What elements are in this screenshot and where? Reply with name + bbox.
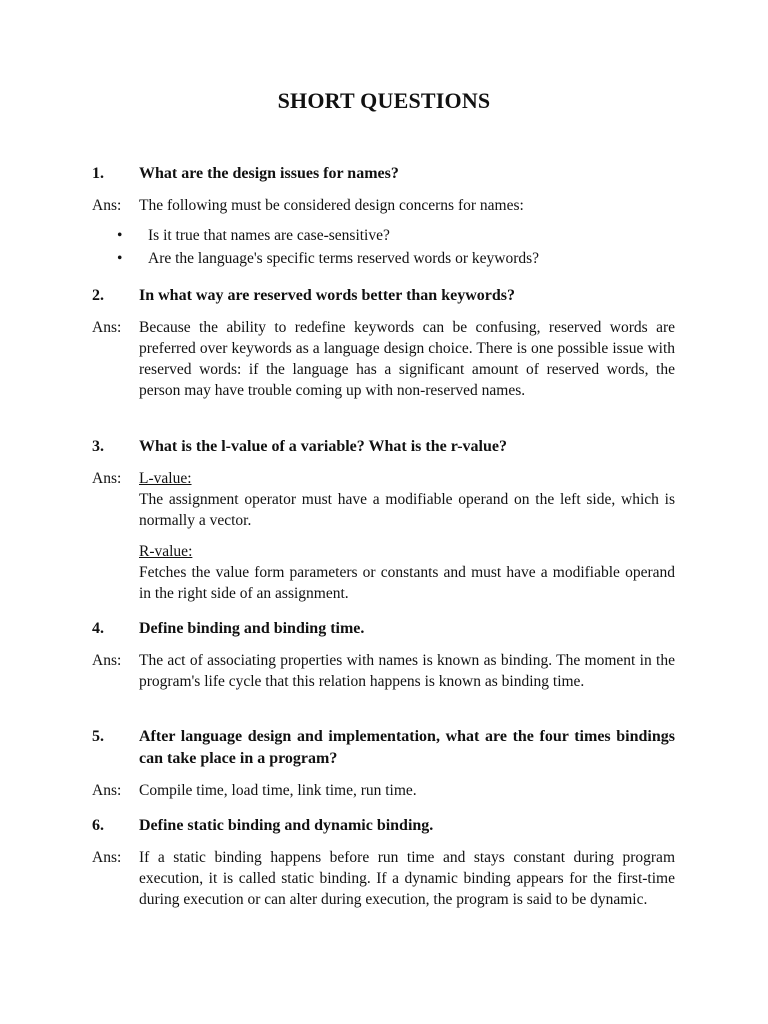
question-block-2 bbox=[92, 285, 675, 401]
lvalue-text: The assignment operator must have a modifiable operand on the left side, which is normally a vector. bbox=[139, 491, 675, 529]
answer-text: The act of associating properties with names is known as binding. The moment in the program's life cycle that this relation happens is known as binding time. bbox=[139, 652, 675, 690]
question-heading bbox=[92, 163, 675, 185]
list-item bbox=[92, 224, 675, 247]
bullet-icon: • bbox=[117, 250, 123, 267]
list-item bbox=[92, 247, 675, 270]
list-item-text: Is it true that names are case-sensitive? bbox=[148, 227, 390, 244]
question-number: 4. bbox=[92, 620, 104, 637]
answer bbox=[92, 317, 675, 401]
answer-body bbox=[139, 468, 675, 604]
question-text: After language design and implementation, what are the four times bindings can take place in a program? bbox=[139, 728, 675, 767]
question-block-4 bbox=[92, 618, 675, 692]
question-block-1 bbox=[92, 163, 675, 270]
answer-text: Because the ability to redefine keywords can be confusing, reserved words are preferred over keywords as a language design choice. There is one possible issue with reserved words: if the language has a significant amount of reserved words, the person may have trouble coming up with non-reserved names. bbox=[139, 319, 675, 399]
page-title: SHORT QUESTIONS bbox=[277, 88, 491, 113]
answer bbox=[92, 650, 675, 692]
answer-text: The following must be considered design concerns for names: bbox=[139, 197, 524, 214]
answer-label: Ans: bbox=[92, 782, 122, 799]
answer bbox=[92, 468, 675, 604]
question-text: Define binding and binding time. bbox=[139, 620, 365, 637]
answer-text: If a static binding happens before run time and stays constant during program execution, it is called static binding. If a dynamic binding appears for the first-time during execution or can alter during execution, the program is said to be dynamic. bbox=[139, 849, 675, 908]
question-text: What are the design issues for names? bbox=[139, 165, 399, 182]
question-block-6 bbox=[92, 815, 675, 910]
answer bbox=[92, 847, 675, 910]
answer-label: Ans: bbox=[92, 319, 122, 336]
bullet-icon: • bbox=[117, 227, 123, 244]
answer bbox=[92, 780, 675, 801]
answer-text: Compile time, load time, link time, run time. bbox=[139, 782, 417, 799]
question-heading bbox=[92, 436, 675, 458]
answer-label: Ans: bbox=[92, 470, 122, 487]
question-heading bbox=[92, 815, 675, 837]
rvalue-text: Fetches the value form parameters or constants and must have a modifiable operand in the right side of an assignment. bbox=[139, 564, 675, 602]
question-number: 5. bbox=[92, 728, 104, 745]
question-number: 6. bbox=[92, 817, 104, 834]
list-item-text: Are the language's specific terms reserved words or keywords? bbox=[148, 250, 540, 267]
answer-label: Ans: bbox=[92, 849, 122, 866]
answer-label: Ans: bbox=[92, 197, 122, 214]
rvalue-heading: R-value: bbox=[139, 543, 193, 560]
question-block-3 bbox=[92, 436, 675, 604]
question-number: 3. bbox=[92, 438, 104, 455]
question-heading bbox=[92, 726, 675, 770]
answer-label: Ans: bbox=[92, 652, 122, 669]
question-heading bbox=[92, 618, 675, 640]
lvalue-heading: L-value: bbox=[139, 470, 192, 487]
question-text: Define static binding and dynamic binding. bbox=[139, 817, 434, 834]
question-heading bbox=[92, 285, 675, 307]
question-number: 1. bbox=[92, 165, 104, 182]
question-text: In what way are reserved words better than keywords? bbox=[139, 287, 515, 304]
answer bbox=[92, 195, 675, 216]
question-text: What is the l-value of a variable? What is the r-value? bbox=[139, 438, 507, 455]
bullet-list bbox=[92, 224, 675, 270]
question-block-5 bbox=[92, 726, 675, 801]
question-number: 2. bbox=[92, 287, 104, 304]
